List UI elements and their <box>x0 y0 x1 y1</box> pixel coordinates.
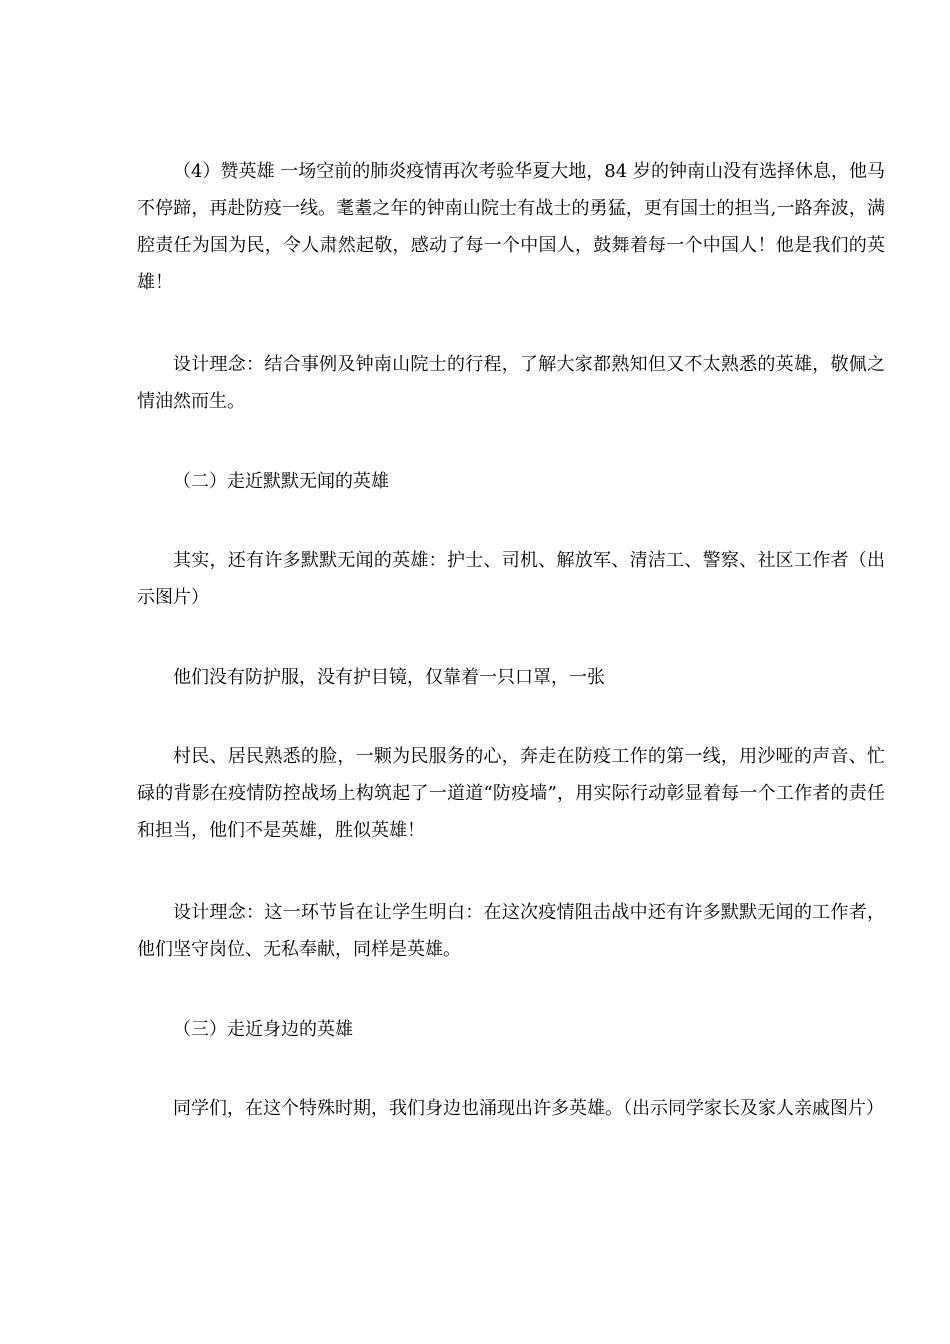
paragraph-design-concept-1: 设计理念：结合事例及钟南山院士的行程，了解大家都熟知但又不太熟悉的英雄，敬佩之情油然而生。 <box>137 354 885 412</box>
paragraph-no-protective-gear: 他们没有防护服，没有护目镜，仅靠着一只口罩，一张 <box>173 667 605 688</box>
section-heading-unsung-heroes: （二）走近默默无闻的英雄 <box>173 471 389 492</box>
paragraph-heroes-around-us: 同学们，在这个特殊时期，我们身边也涌现出许多英雄。（出示同学家长及家人亲戚图片） <box>173 1098 884 1119</box>
paragraph-praise-hero: （4）赞英雄 一场空前的肺炎疫情再次考验华夏大地，84 岁的钟南山没有选择休息，他马不停蹄，再赴防疫一线。耄耋之年的钟南山院士有战士的勇猛，更有国士的担当,一路奔波，满腔责任为国为民，令人肃然起敬，感动了每一个中国人，鼓舞着每一个中国人！他是我们的英雄！ <box>137 161 885 293</box>
paragraph-familiar-faces: 村民、居民熟悉的脸，一颗为民服务的心，奔走在防疫工作的第一线，用沙哑的声音、忙碌的背影在疫情防控战场上构筑起了一道道“防疫墙”，用实际行动彰显着每一个工作者的责任和担当，他们不是英雄，胜似英雄！ <box>137 746 885 841</box>
section-heading-heroes-around-us: （三）走近身边的英雄 <box>173 1019 353 1040</box>
paragraph-design-concept-2: 设计理念：这一环节旨在让学生明白：在这次疫情阻击战中还有许多默默无闻的工作者，他们坚守岗位、无私奉献，同样是英雄。 <box>137 902 885 960</box>
paragraph-unsung-heroes: 其实，还有许多默默无闻的英雄：护士、司机、解放军、清洁工、警察、社区工作者（出示图片） <box>137 550 885 608</box>
